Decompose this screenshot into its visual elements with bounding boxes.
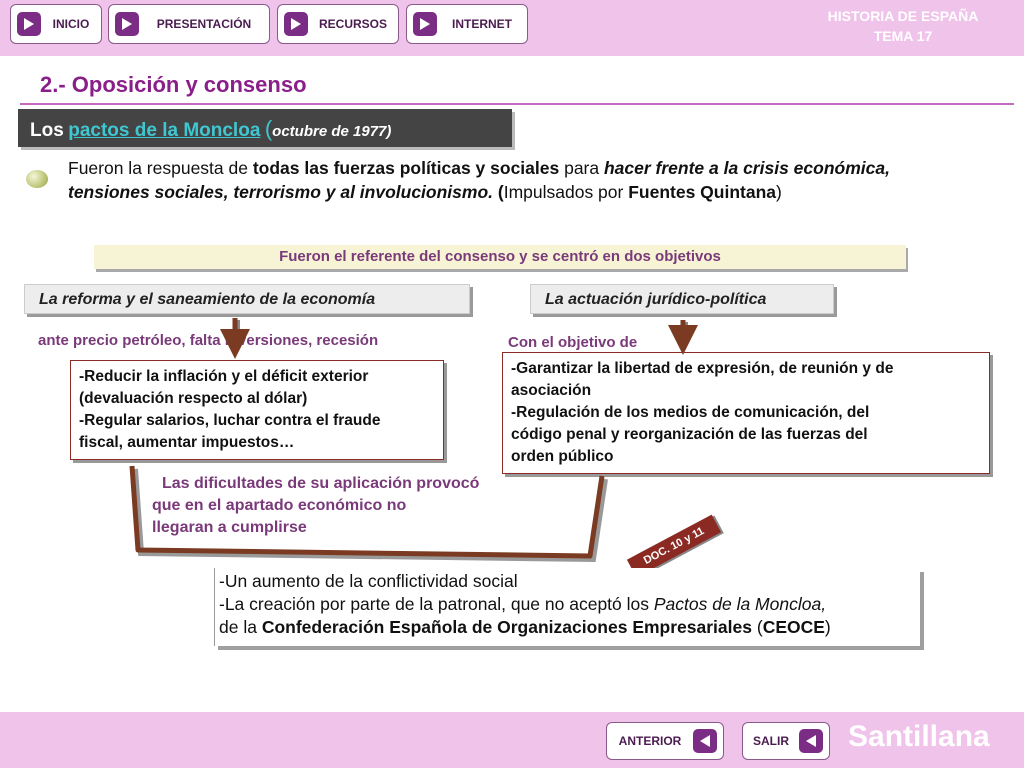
intro-text: Fueron la respuesta de bbox=[68, 158, 253, 178]
list-item: -Regular salarios, luchar contra el fraude bbox=[79, 412, 381, 429]
result-text: de la bbox=[219, 617, 262, 637]
result-bold: CEOCE bbox=[762, 617, 825, 637]
list-item: código penal y reorganización de las fuerzas del bbox=[511, 426, 868, 443]
back-arrow-icon bbox=[799, 729, 823, 753]
nav-inicio-label: INICIO bbox=[52, 17, 90, 31]
intro-bold: Fuentes Quintana bbox=[628, 181, 777, 202]
intro-text: para bbox=[559, 158, 604, 178]
list-item: fiscal, aumentar impuestos… bbox=[79, 434, 295, 451]
intro-bold: todas las fuerzas políticas y sociales bbox=[252, 158, 560, 178]
subtitle-paren: ( bbox=[264, 116, 273, 141]
page-title: 2.- Oposición y consenso bbox=[40, 72, 307, 97]
salir-button[interactable] bbox=[742, 722, 830, 760]
intro-text: ) bbox=[776, 181, 782, 202]
anterior-button[interactable] bbox=[606, 722, 724, 760]
list-item: (devaluación respecto al dólar) bbox=[79, 390, 308, 407]
subtitle-prefix: Los bbox=[30, 120, 64, 141]
arrow-economia bbox=[235, 318, 237, 346]
list-item: -Reducir la inflación y el déficit exterior bbox=[79, 368, 369, 385]
list-item: -Regulación de los medios de comunicación, del bbox=[511, 404, 870, 421]
intro-text: Impulsados por bbox=[503, 181, 629, 202]
dificultades-line: llegaran a cumplirse bbox=[152, 519, 307, 536]
result-text: ( bbox=[751, 617, 763, 637]
subtitle-date: octubre de 1977) bbox=[272, 123, 392, 140]
list-item: -Garantizar la libertad de expresión, de reunión y de bbox=[511, 360, 894, 377]
economia-note: ante precio petróleo, falta inversiones, recesión bbox=[38, 332, 379, 349]
nav-presentacion-label: PRESENTACIÓN bbox=[156, 17, 252, 31]
list-item bbox=[219, 593, 916, 616]
salir-label: SALIR bbox=[753, 734, 789, 748]
course-subject: HISTORIA DE ESPAÑA bbox=[827, 8, 979, 24]
doc-link-badge[interactable]: DOC. 10 y 11 bbox=[627, 515, 721, 578]
back-arrow-icon bbox=[693, 729, 717, 753]
result-text: ) bbox=[824, 617, 831, 637]
arrow-juridico bbox=[683, 320, 685, 342]
economia-header: La reforma y el saneamiento de la economía bbox=[24, 284, 470, 314]
result-text: -La creación por parte de la patronal, que no aceptó los bbox=[219, 594, 654, 614]
list-item: asociación bbox=[511, 382, 592, 399]
juridico-header: La actuación jurídico-política bbox=[530, 284, 834, 314]
intro-bold-italic: hacer frente a la crisis económica, tensiones sociales, terrorismo y al involucionismo. bbox=[68, 158, 890, 202]
dificultades-text bbox=[152, 473, 542, 539]
list-item bbox=[219, 616, 916, 639]
result-italic: Pactos de la Moncloa, bbox=[653, 594, 827, 614]
anterior-label: ANTERIOR bbox=[618, 734, 682, 748]
pactos-moncloa-link[interactable]: pactos de la Moncloa bbox=[68, 120, 261, 141]
intro-bold: ( bbox=[493, 181, 504, 202]
list-item: -Un aumento de la conflictividad social bbox=[219, 571, 518, 591]
list-item: orden público bbox=[511, 448, 614, 465]
nav-recursos-label: RECURSOS bbox=[318, 17, 387, 31]
juridico-note: Con el objetivo de bbox=[508, 334, 638, 351]
consequences-box bbox=[214, 568, 920, 646]
result-bold: Confederación Española de Organizaciones Empresariales bbox=[261, 617, 752, 637]
santillana-logo: Santillana bbox=[848, 720, 990, 753]
dificultades-line: que en el apartado económico no bbox=[152, 497, 407, 514]
course-unit: TEMA 17 bbox=[873, 28, 933, 44]
dificultades-line: Las dificultades de su aplicación provocó bbox=[162, 475, 480, 492]
objectives-banner: Fueron el referente del consenso y se centró en dos objetivos bbox=[94, 245, 906, 269]
nav-internet-label: INTERNET bbox=[452, 17, 512, 31]
